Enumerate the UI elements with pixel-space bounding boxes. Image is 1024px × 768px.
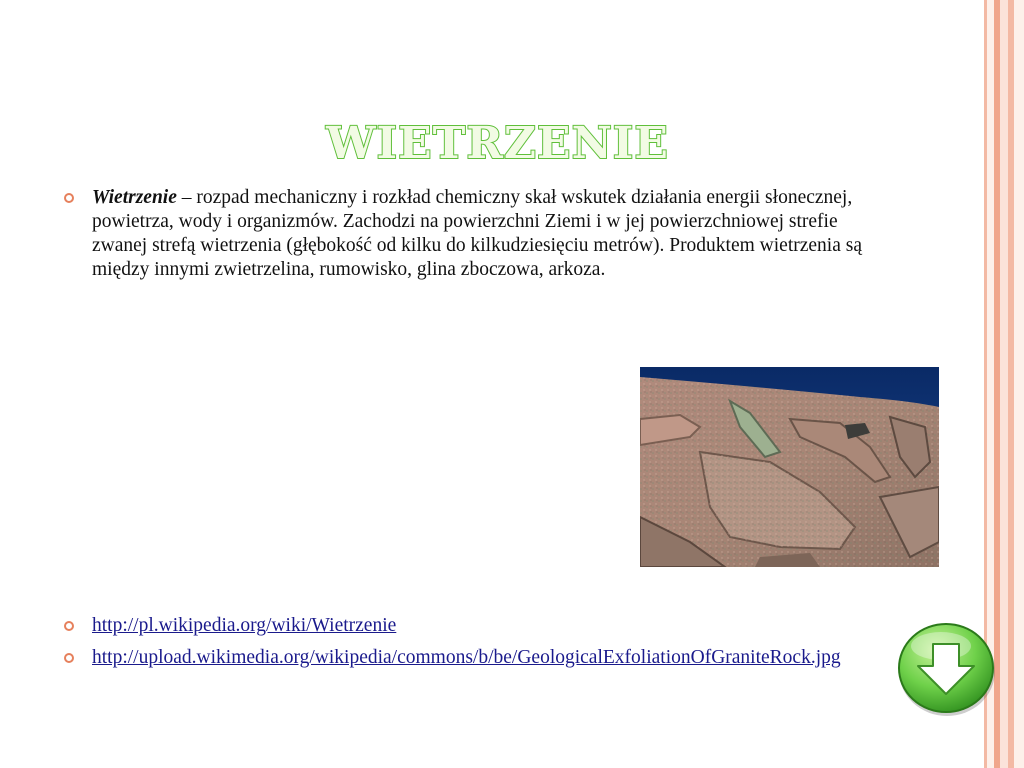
- bullet-marker-icon: [64, 193, 74, 203]
- bullet-marker-icon: [64, 621, 74, 631]
- link-bullet-2: [62, 646, 882, 670]
- definition-text: – rozpad mechaniczny i rozkład chemiczny skał wskutek działania energii słonecznej, powietrza, wody i organizmów. Zachodzi na powierzchni Ziemi i w jej powierzchniowej strefie zwanej strefą wietrzenia (głębokość od kilku do kilkudziesięciu metrów). Produktem wietrzenia są między innymi zwietrzelina, rumowisko, glina zboczowa, arkoza.: [92, 187, 862, 280]
- slide-title: WIETRZENIE: [326, 118, 669, 169]
- bullet-marker-icon: [64, 653, 74, 663]
- links-list: [62, 614, 882, 678]
- definition-term: Wietrzenie: [92, 187, 177, 208]
- wikipedia-article-link[interactable]: http://pl.wikipedia.org/wiki/Wietrzenie: [92, 615, 397, 636]
- granite-exfoliation-photo: [640, 367, 939, 567]
- wikimedia-image-link[interactable]: http://upload.wikimedia.org/wikipedia/commons/b/be/GeologicalExfoliationOfGraniteRock.jpg: [92, 647, 841, 668]
- definition-bullet: [62, 186, 882, 282]
- next-slide-button[interactable]: [896, 620, 998, 718]
- down-arrow-icon: [896, 620, 998, 718]
- definition-list: [62, 186, 882, 282]
- link-bullet-1: [62, 614, 882, 638]
